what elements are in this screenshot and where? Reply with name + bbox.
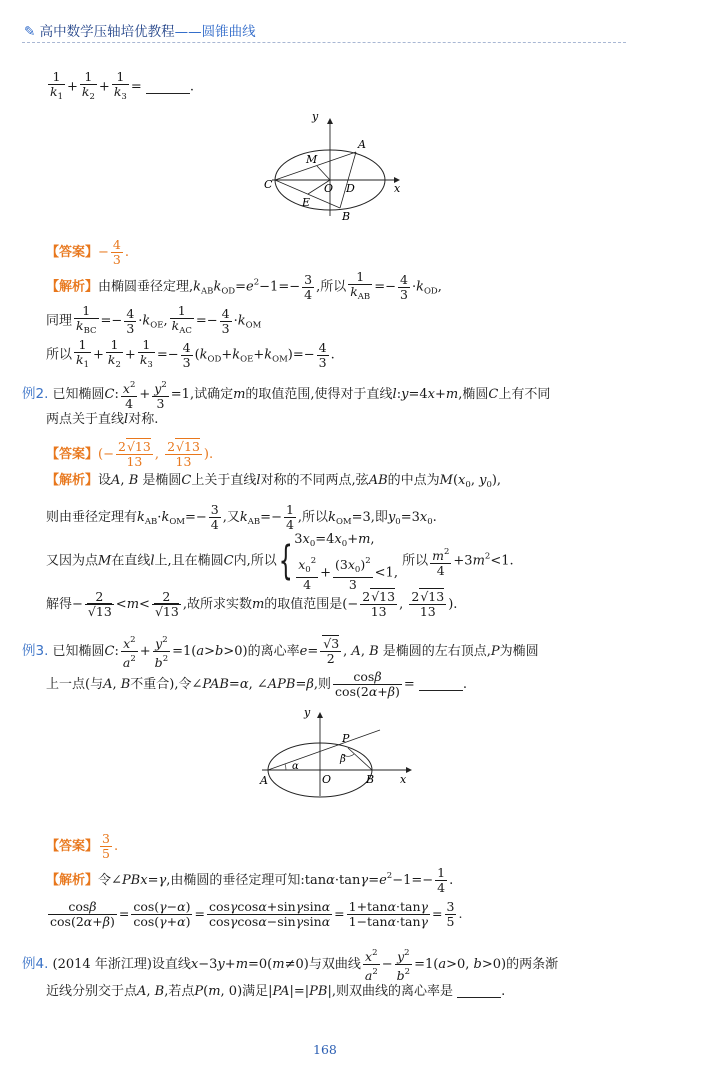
- ellipse-figure-2: [258, 706, 418, 798]
- section-title: 圆锥曲线: [201, 24, 256, 40]
- book-title: 高中数学压轴培优教程: [39, 24, 175, 40]
- example-3-solution-2: $\frac{\cos\beta}{\cos(2\alpha+\beta)}$ = $\frac{\cos(\gamma-\alpha)}{\cos(\gamma+\alpha)}$ = $\frac{\cos\gamma\cos\alpha+\sin\gamma\sin\alpha}{\cos\gamma\cos\alpha-\sin\gamma\sin\alpha}$ = $\frac{1+\tan\alpha\cdot\tan\gamma}{1-\tan\alpha\cdot\tan\gamma}$ = $\frac{3}{5}$ .: [50, 899, 463, 929]
- example-4-statement-2: 近线分别交于点A, B,若点P(m, 0)满足|PA|=|PB|,则双曲线的离心率是 .: [46, 984, 506, 999]
- example-2-solution-1: 【解析】设A, B 是椭圆C上关于直线l对称的不同两点,弦AB的中点为$M(x_0$, $y_0$),: [46, 473, 502, 490]
- prev-solution-1: 【解析】由椭圆垂径定理$,k_{AB}k_{OD}=e^2-1=-$ $\frac{3}{4}$ ,所以 1 $k_{AB}$ =− $\frac{4}{3}$ $\cdot k_{OD}$,: [46, 269, 442, 302]
- example-3-statement-1: 例3. 已知椭圆C: $\frac{x^2}{a^2}$ + $\frac{y^2}{b^2}$ =1(a>b>0)的离心率e= $\frac{√3}{2}$ , A, B 是椭圆的左右顶点,P为椭圆: [22, 635, 539, 670]
- page-number: 168: [313, 1042, 337, 1057]
- svg-text:P: P: [342, 732, 350, 745]
- svg-text:A: A: [358, 138, 366, 151]
- answer-blank: [146, 93, 190, 94]
- svg-text:C: C: [264, 178, 273, 191]
- svg-text:M: M: [306, 153, 318, 166]
- svg-text:B: B: [342, 210, 351, 220]
- example-2-solution-4: 解得− $\frac{2}{√13}$ <m< $\frac{2}{√13}$ ,故所求实数m的取值范围是(− $\frac{2√13}{13}$ , $\frac{2√13}{13}$ ).: [46, 589, 458, 619]
- ellipse-figure-1: [262, 108, 412, 220]
- answer-blank: [457, 997, 501, 998]
- svg-text:x: x: [394, 182, 401, 195]
- svg-text:α: α: [292, 761, 299, 772]
- svg-text:B: B: [366, 773, 375, 786]
- example-2-statement-1: 例2. 已知椭圆C: $\frac{x^2}{4}$ + $\frac{y^2}{3}$ =1,试确定m的取值范围,使得对于直线l:y=4x+m,椭圆C上有不同: [22, 380, 551, 411]
- svg-text:D: D: [346, 182, 355, 195]
- header-dash: ——: [174, 24, 202, 40]
- prev-solution-3: 所以 $\frac{1}{k_1}$ + $\frac{1}{k_2}$ + $\frac{1}{k_3}$ =− $\frac{4}{3}$ $(k_{OD}+k_{OE}+k_{OM})=-$ $\frac{4}{3}$ .: [46, 337, 335, 370]
- prev-solution-2: 同理 1 $k_{BC}$ =− $\frac{4}{3}$ $\cdot k_{OE}$, 1 $k_{AC}$ =− $\frac{4}{3}$ $\cdot k_{OM}$: [46, 303, 262, 336]
- prev-question-line: $\frac{1}{k_1}$ + $\frac{1}{k_2}$ + $\frac{1}{k_3}$ = .: [50, 69, 194, 102]
- example-2-statement-2: 两点关于直线l对称.: [46, 412, 159, 427]
- running-header: [24, 20, 256, 40]
- example-2-solution-2: 则由垂径定理有$k_{AB}\cdot k_{OM}=-$ $\frac{3}{4}$ ,又$k_{AB}=-$ $\frac{1}{4}$ ,所以$k_{OM}=3$,即$y_0=3x_0$.: [46, 502, 437, 532]
- pencil-icon: ✎: [24, 24, 36, 40]
- example-3-answer: 【答案】 $\frac{3}{5}$ .: [46, 831, 119, 861]
- answer-blank: [419, 690, 463, 691]
- example-2-answer: 【答案】(− $\frac{2√13}{13}$ , $\frac{2√13}{13}$ ).: [46, 439, 214, 469]
- example-4-statement-1: 例4. (2014 年浙江理)设直线x−3y+m=0(m≠0)与双曲线 $\frac{x^2}{a^2}$ − $\frac{y^2}{b^2}$ =1(a>0, b>0)的两条渐: [22, 948, 559, 983]
- example-3-statement-2: 上一点(与A, B不重合),令∠PAB=α, ∠APB=β,则 $\frac{\cos\beta}{\cos(2\alpha+\beta)}$ = .: [46, 669, 468, 699]
- svg-text:y: y: [312, 110, 319, 123]
- example-3-solution-1: 【解析】令∠PBx=γ,由椭圆的垂径定理可知$:\tan\alpha\cdot\tan\gamma=e^2-1=-$ $\frac{1}{4}$ .: [46, 865, 454, 895]
- svg-text:O: O: [324, 182, 334, 195]
- header-divider: [22, 42, 626, 43]
- svg-text:A: A: [260, 774, 268, 787]
- svg-text:y: y: [304, 706, 311, 719]
- prev-answer: 【答案】− $\frac{4}{3}$ .: [46, 237, 130, 267]
- svg-text:E: E: [302, 196, 311, 209]
- svg-text:x: x: [400, 773, 407, 786]
- svg-text:β: β: [340, 754, 346, 765]
- svg-text:O: O: [322, 773, 332, 786]
- example-2-solution-3: 又因为点M在直线l上,且在椭圆C内,所以{ $3x_0=4x_0+m$, $\frac{x_0^2}{4}$ + $\frac{(3x_0)^2}{3}$ <1, 所以 $\frac{m^2}{4}$ $+3m^2<1$.: [46, 532, 514, 592]
